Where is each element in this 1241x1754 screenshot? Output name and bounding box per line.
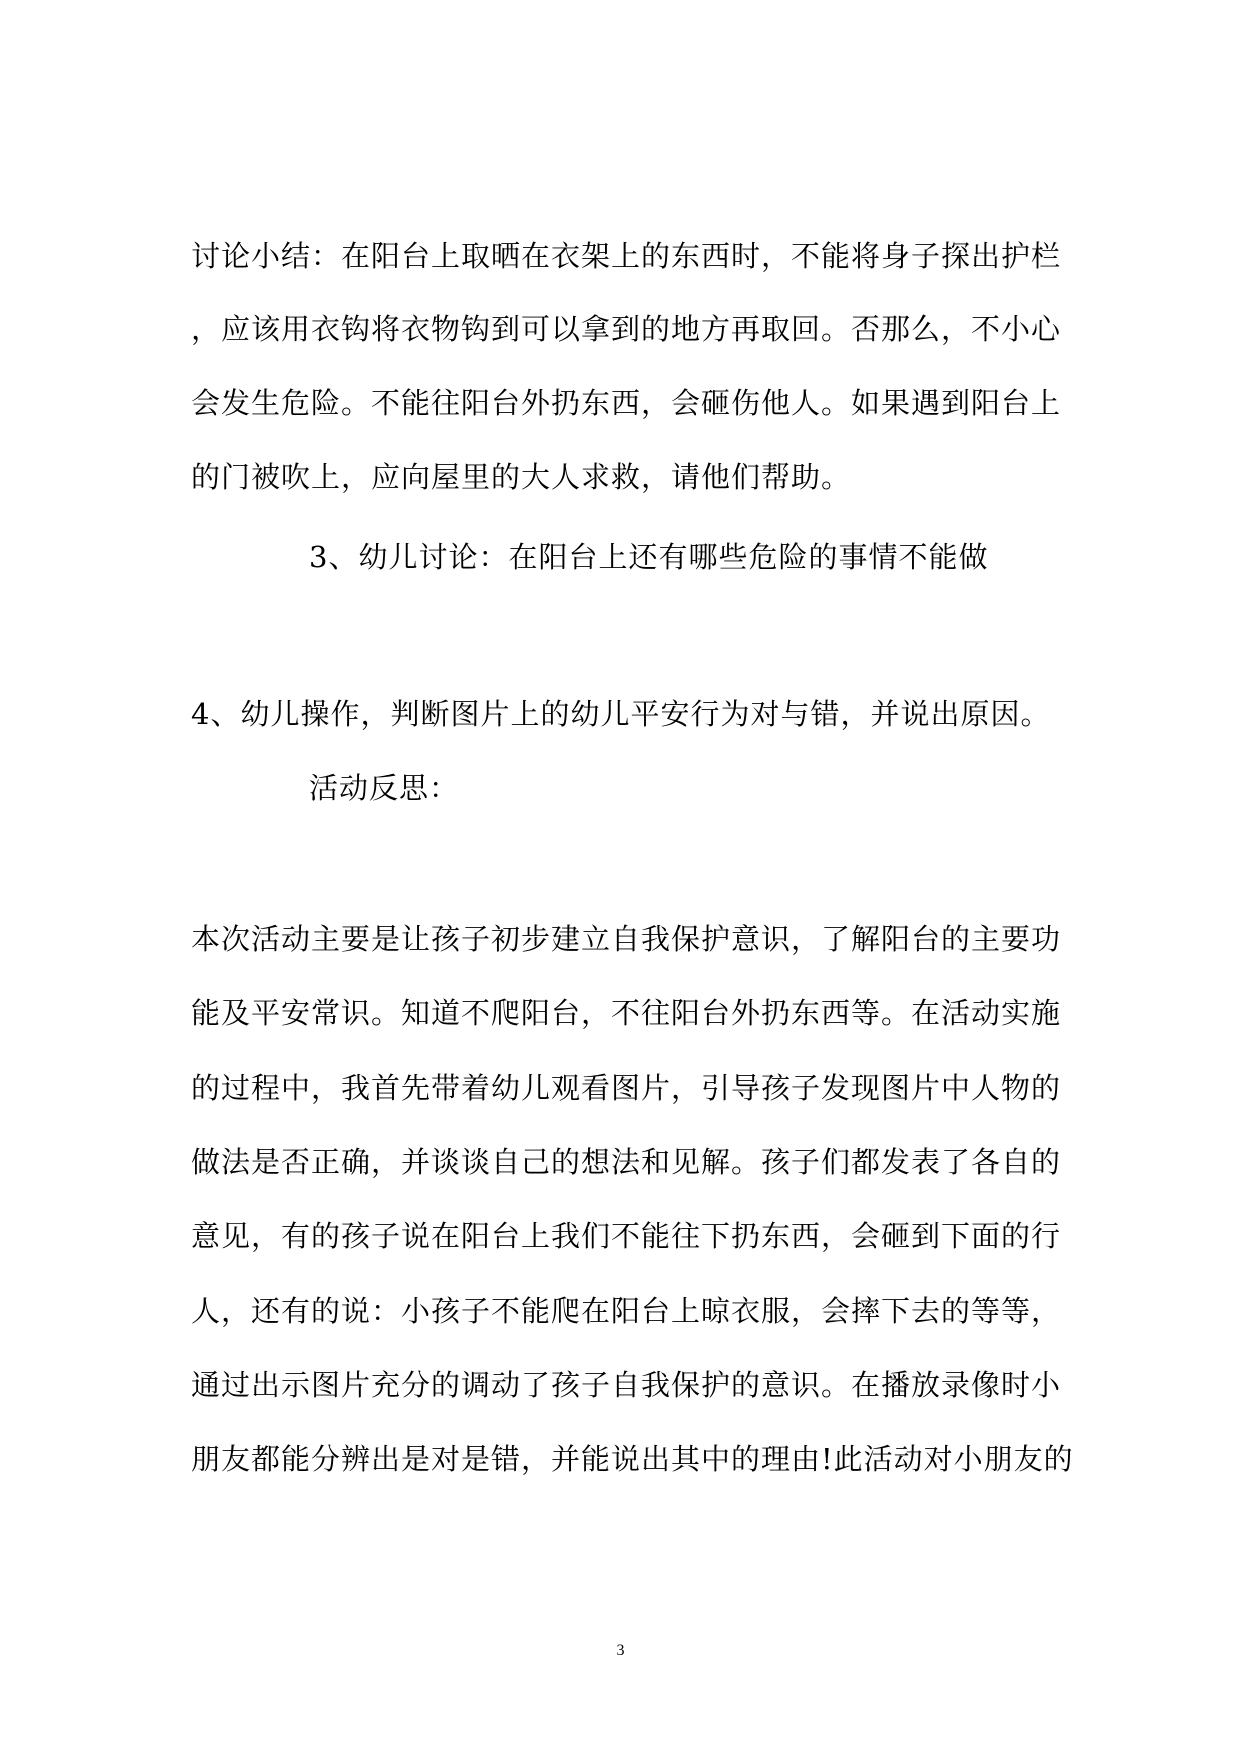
text-line: 通过出示图片充分的调动了孩子自我保护的意识。在播放录像时小 (191, 1368, 1062, 1402)
text-line: 的门被吹上，应向屋里的大人求救，请他们帮助。 (191, 460, 852, 494)
text-line: 朋友都能分辨出是对是错，并能说出其中的理由!此活动对小朋友的 (191, 1442, 1074, 1476)
text-line: 能及平安常识。知道不爬阳台，不往阳台外扔东西等。在活动实施 (191, 996, 1062, 1030)
text-line: 会发生危险。不能往阳台外扔东西，会砸伤他人。如果遇到阳台上 (191, 386, 1062, 420)
text-line: 的过程中，我首先带着幼儿观看图片，引导孩子发现图片中人物的 (191, 1071, 1062, 1105)
text-line: 本次活动主要是让孩子初步建立自我保护意识，了解阳台的主要功 (191, 922, 1062, 956)
text-line: 讨论小结：在阳台上取晒在衣架上的东西时，不能将身子探出护栏 (191, 239, 1062, 273)
section-heading: 活动反思： (309, 771, 460, 805)
text-line: 意见，有的孩子说在阳台上我们不能往下扔东西，会砸到下面的行 (191, 1219, 1062, 1253)
text-line: 3、幼儿讨论：在阳台上还有哪些危险的事情不能做 (309, 540, 989, 574)
text-line: 4、幼儿操作，判断图片上的幼儿平安行为对与错，并说出原因。 (191, 697, 1051, 731)
page-number: 3 (616, 1642, 625, 1659)
text-line: ，应该用衣钩将衣物钩到可以拿到的地方再取回。否那么，不小心 (191, 312, 1062, 346)
text-line: 做法是否正确，并谈谈自己的想法和见解。孩子们都发表了各自的 (191, 1145, 1062, 1179)
text-line: 人，还有的说：小孩子不能爬在阳台上晾衣服，会摔下去的等等， (191, 1294, 1062, 1328)
